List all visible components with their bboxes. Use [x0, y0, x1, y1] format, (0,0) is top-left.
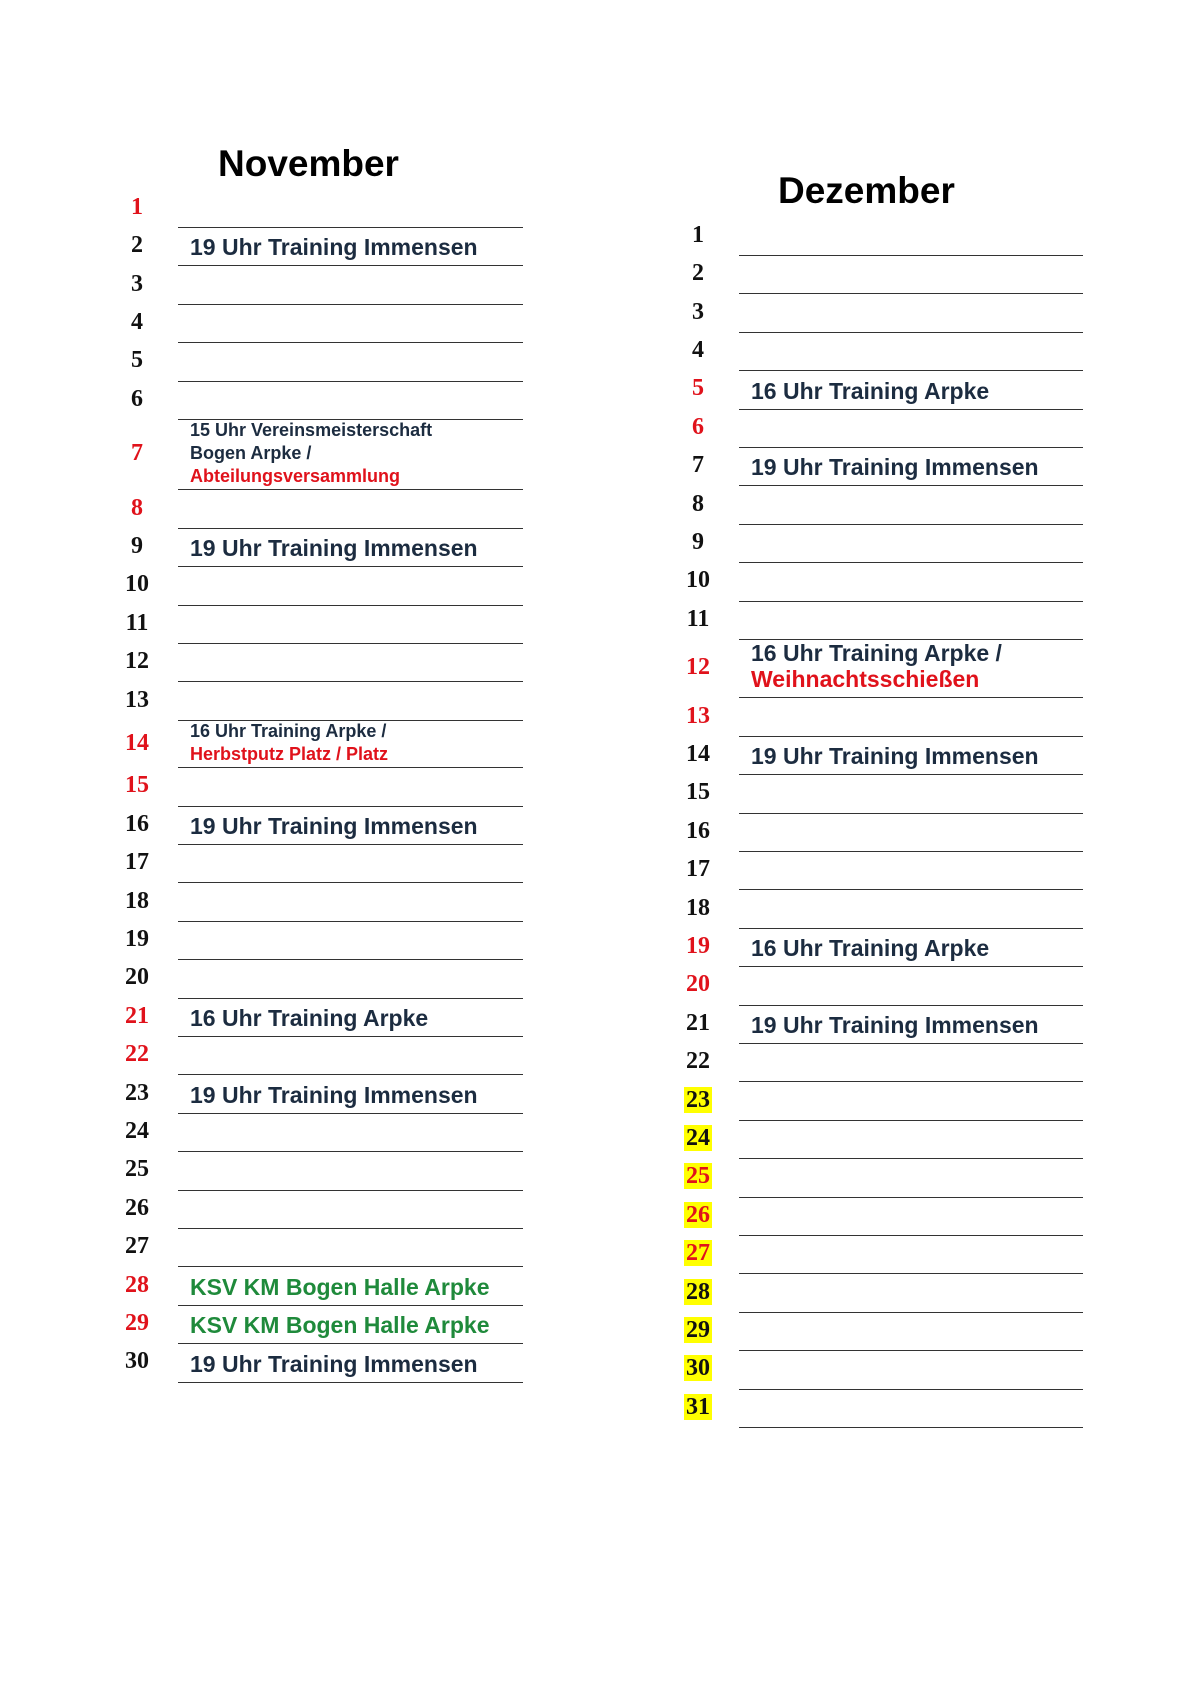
day-number	[676, 1201, 720, 1229]
day-number	[676, 778, 720, 806]
day-number	[115, 1232, 159, 1260]
day-number-text: 29	[125, 1310, 149, 1336]
event-text: Weihnachtsschießen	[751, 666, 980, 693]
day-number	[676, 1239, 720, 1267]
row-underline	[178, 844, 523, 845]
day-number-text: 9	[692, 529, 704, 555]
day-number	[676, 702, 720, 730]
event-text: KSV KM Bogen Halle Arpke	[190, 1312, 490, 1339]
row-underline	[739, 447, 1083, 448]
day-number-text: 30	[686, 1355, 710, 1382]
day-number	[115, 887, 159, 915]
day-number-text: 28	[125, 1271, 149, 1298]
row-underline	[178, 528, 523, 529]
day-event	[190, 419, 432, 488]
day-number	[115, 686, 159, 714]
day-number-text: 9	[131, 533, 143, 559]
day-event	[190, 1351, 478, 1377]
day-number-text: 7	[692, 452, 704, 479]
row-underline	[739, 966, 1083, 967]
row-underline	[739, 293, 1083, 294]
row-underline	[739, 851, 1083, 852]
day-number-text: 6	[131, 385, 143, 412]
row-underline	[739, 889, 1083, 890]
row-underline	[178, 806, 523, 807]
day-number	[115, 963, 159, 991]
row-underline	[178, 959, 523, 960]
row-underline	[178, 304, 523, 305]
day-number	[115, 231, 159, 259]
day-number	[676, 970, 720, 998]
day-number	[115, 810, 159, 838]
day-number-text: 28	[686, 1278, 710, 1305]
day-event	[190, 535, 478, 561]
row-underline	[739, 1389, 1083, 1390]
day-event	[751, 935, 989, 961]
event-text: 19 Uhr Training Immensen	[751, 454, 1039, 481]
day-number	[115, 1002, 159, 1030]
day-number-text: 10	[686, 567, 710, 594]
row-underline	[739, 928, 1083, 929]
day-number	[115, 270, 159, 298]
day-event	[190, 1082, 478, 1108]
day-number-text: 24	[686, 1125, 710, 1151]
day-number-text: 12	[686, 654, 710, 681]
day-number-text: 26	[125, 1194, 149, 1221]
row-underline	[739, 1081, 1083, 1082]
row-underline	[739, 1427, 1083, 1428]
day-number	[115, 346, 159, 374]
day-number	[676, 1393, 720, 1421]
day-number-text: 11	[686, 605, 710, 632]
day-number	[676, 451, 720, 479]
month-title-dezember: Dezember	[778, 170, 955, 211]
day-number-text: 22	[125, 1041, 149, 1068]
day-number-text: 22	[686, 1048, 710, 1075]
row-underline	[178, 681, 523, 682]
day-number-text: 21	[686, 1009, 710, 1036]
day-number-text: 5	[692, 375, 704, 402]
day-number-text: 3	[692, 298, 704, 325]
day-number	[676, 259, 720, 287]
row-underline	[739, 774, 1083, 775]
day-number	[115, 193, 159, 221]
event-text: 19 Uhr Training Immensen	[190, 1081, 478, 1108]
day-event	[751, 1012, 1039, 1038]
day-number	[115, 532, 159, 560]
row-underline	[178, 643, 523, 644]
row-underline	[739, 1043, 1083, 1044]
day-number	[676, 1086, 720, 1114]
row-underline	[178, 1190, 523, 1191]
day-number	[676, 528, 720, 556]
day-event	[751, 640, 1002, 692]
row-underline	[178, 342, 523, 343]
event-text: 15 Uhr Vereinsmeisterschaft	[190, 420, 433, 441]
day-number	[676, 894, 720, 922]
day-number	[115, 385, 159, 413]
row-underline	[739, 1273, 1083, 1274]
day-number	[115, 609, 159, 637]
day-event	[190, 1312, 489, 1338]
day-number	[676, 413, 720, 441]
row-underline	[739, 332, 1083, 333]
day-number-text: 31	[686, 1393, 710, 1420]
event-text: Herbstputz Platz / Platz	[190, 744, 389, 765]
day-number	[115, 1155, 159, 1183]
day-number-text: 8	[131, 494, 143, 521]
day-number	[115, 848, 159, 876]
day-number-text: 26	[686, 1201, 710, 1228]
row-underline	[739, 1158, 1083, 1159]
day-number	[676, 1162, 720, 1190]
day-event	[190, 234, 478, 260]
day-number-text: 4	[692, 337, 704, 363]
event-text: KSV KM Bogen Halle Arpke	[190, 1273, 490, 1300]
day-number	[676, 740, 720, 768]
day-number	[676, 374, 720, 402]
row-underline	[178, 605, 523, 606]
day-number-text: 3	[131, 270, 143, 297]
row-underline	[178, 1151, 523, 1152]
day-number-text: 5	[131, 347, 143, 374]
event-text: Bogen Arpke /	[190, 443, 312, 464]
day-number-text: 2	[131, 232, 143, 259]
day-number-text: 19	[686, 933, 710, 959]
day-event	[190, 720, 388, 766]
day-number	[115, 1271, 159, 1299]
day-number	[115, 1079, 159, 1107]
row-underline	[178, 1343, 523, 1344]
day-number	[676, 932, 720, 960]
day-number	[115, 729, 159, 757]
day-number	[676, 336, 720, 364]
day-number	[676, 817, 720, 845]
row-underline	[739, 485, 1083, 486]
day-number-text: 2	[692, 260, 704, 287]
row-underline	[178, 1305, 523, 1306]
day-event	[751, 378, 989, 404]
day-number-text: 25	[125, 1156, 149, 1183]
row-underline	[178, 1382, 523, 1383]
day-number-text: 13	[125, 686, 149, 713]
day-number-text: 27	[125, 1233, 149, 1260]
day-number-text: 24	[125, 1118, 149, 1144]
event-text: 19 Uhr Training Immensen	[751, 1012, 1039, 1038]
day-number	[676, 221, 720, 249]
day-number	[115, 1194, 159, 1222]
row-underline	[739, 409, 1083, 410]
day-number-text: 18	[125, 887, 149, 914]
day-number-text: 20	[686, 971, 710, 998]
day-number-text: 18	[686, 894, 710, 921]
event-text: 16 Uhr Training Arpke	[751, 377, 990, 404]
row-underline	[178, 882, 523, 883]
month-title-november: November	[218, 143, 399, 184]
day-number	[676, 1009, 720, 1037]
day-number	[115, 771, 159, 799]
row-underline	[739, 524, 1083, 525]
day-event	[190, 813, 478, 839]
row-underline	[178, 767, 523, 768]
row-underline	[178, 227, 523, 228]
day-number-text: 14	[686, 741, 710, 767]
day-number	[676, 605, 720, 633]
day-number-text: 1	[131, 193, 143, 220]
day-event	[190, 1274, 489, 1300]
day-number	[676, 1124, 720, 1152]
event-text: 19 Uhr Training Immensen	[190, 1350, 478, 1377]
day-number-text: 4	[131, 309, 143, 335]
day-event	[751, 743, 1039, 769]
day-number-text: 23	[125, 1079, 149, 1106]
row-underline	[739, 370, 1083, 371]
event-text: 16 Uhr Training Arpke /	[751, 640, 1002, 667]
day-number-text: 17	[125, 849, 149, 876]
day-number-text: 14	[125, 729, 149, 756]
event-text: 16 Uhr Training Arpke	[751, 935, 990, 962]
day-event	[190, 1005, 428, 1031]
row-underline	[178, 1266, 523, 1267]
day-number-text: 1	[692, 221, 704, 248]
day-number-text: 17	[686, 856, 710, 883]
day-number	[115, 439, 159, 467]
day-number-text: 21	[125, 1002, 149, 1029]
day-number	[115, 494, 159, 522]
row-underline	[739, 1120, 1083, 1121]
day-number	[115, 308, 159, 336]
row-underline	[178, 998, 523, 999]
day-number-text: 13	[686, 702, 710, 729]
row-underline	[739, 255, 1083, 256]
row-underline	[739, 736, 1083, 737]
row-underline	[739, 601, 1083, 602]
row-underline	[178, 265, 523, 266]
day-number-text: 6	[692, 413, 704, 440]
day-number-text: 10	[125, 571, 149, 598]
row-underline	[178, 489, 523, 490]
day-number-text: 11	[125, 609, 149, 636]
day-number	[676, 1278, 720, 1306]
row-underline	[178, 1074, 523, 1075]
day-number	[115, 647, 159, 675]
day-number	[115, 925, 159, 953]
day-number-text: 23	[686, 1086, 710, 1113]
row-underline	[739, 1005, 1083, 1006]
day-number	[676, 298, 720, 326]
event-text: 16 Uhr Training Arpke /	[190, 721, 387, 742]
day-number	[115, 570, 159, 598]
day-number	[676, 855, 720, 883]
row-underline	[739, 562, 1083, 563]
row-underline	[178, 1036, 523, 1037]
row-underline	[739, 1197, 1083, 1198]
day-number-text: 30	[125, 1348, 149, 1375]
day-number	[676, 1354, 720, 1382]
day-number	[676, 1047, 720, 1075]
event-text: 16 Uhr Training Arpke	[190, 1005, 429, 1031]
day-number	[115, 1040, 159, 1068]
event-text: 19 Uhr Training Immensen	[751, 743, 1039, 770]
day-number	[676, 566, 720, 594]
day-number-text: 29	[686, 1317, 710, 1343]
event-text: 19 Uhr Training Immensen	[190, 535, 478, 562]
row-underline	[739, 697, 1083, 698]
day-number-text: 8	[692, 490, 704, 517]
day-number	[676, 653, 720, 681]
day-number	[115, 1117, 159, 1145]
event-text: 19 Uhr Training Immensen	[190, 234, 478, 261]
row-underline	[178, 1113, 523, 1114]
day-number-text: 7	[131, 440, 143, 467]
day-number-text: 19	[125, 926, 149, 952]
day-event	[751, 454, 1039, 480]
row-underline	[739, 1350, 1083, 1351]
day-number-text: 16	[686, 817, 710, 844]
row-underline	[178, 566, 523, 567]
event-text: Abteilungsversammlung	[190, 466, 401, 487]
row-underline	[178, 1228, 523, 1229]
day-number-text: 27	[686, 1240, 710, 1267]
day-number-text: 15	[125, 772, 149, 799]
row-underline	[739, 813, 1083, 814]
day-number	[676, 490, 720, 518]
row-underline	[739, 1312, 1083, 1313]
day-number	[115, 1347, 159, 1375]
event-text: 19 Uhr Training Immensen	[190, 813, 478, 839]
day-number-text: 12	[125, 648, 149, 675]
day-number	[115, 1309, 159, 1337]
day-number	[676, 1316, 720, 1344]
row-underline	[178, 921, 523, 922]
row-underline	[178, 381, 523, 382]
day-number-text: 20	[125, 964, 149, 991]
day-number-text: 15	[686, 779, 710, 806]
row-underline	[739, 1235, 1083, 1236]
day-number-text: 25	[686, 1163, 710, 1190]
day-number-text: 16	[125, 810, 149, 837]
